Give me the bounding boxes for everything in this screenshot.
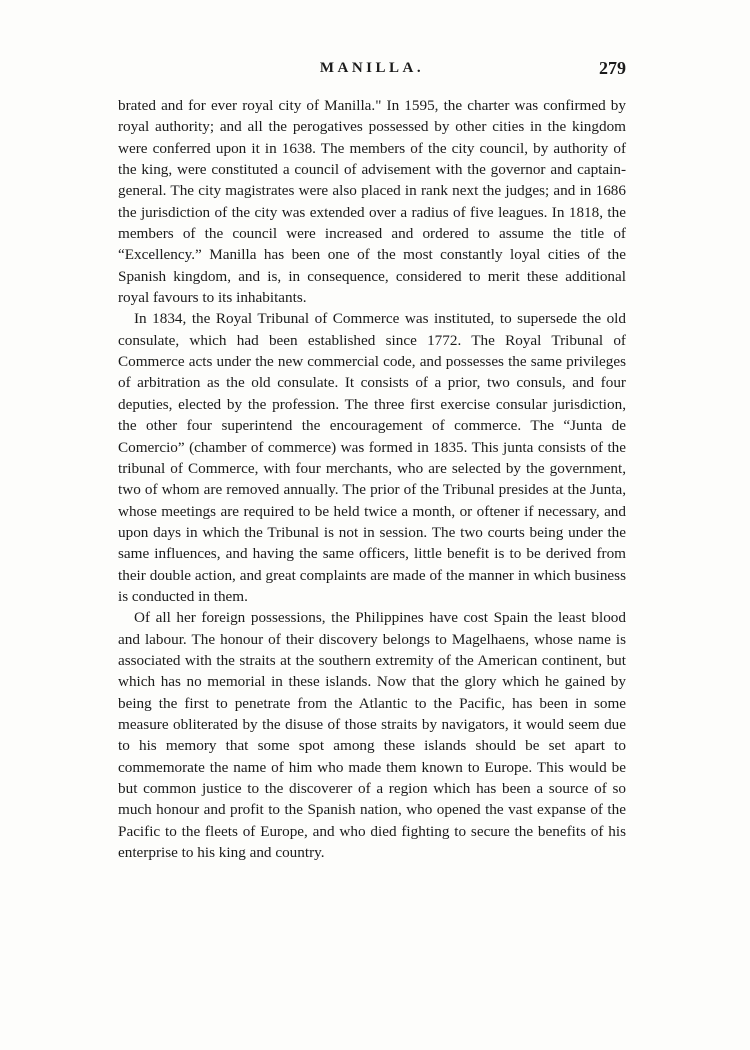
page-number: 279 [599, 58, 626, 78]
body-text [118, 95, 626, 863]
paragraph-continued: brated and for ever royal city of Manilla." In 1595, the charter was confirmed by royal authority; and all the perogatives possessed by other cities in the kingdom were conferred upon it in 1638. The members of the city council, by authority of the king, were constituted a council of advisement with the governor and captain-general. The city magistrates were also placed in rank next the judges; and in 1686 the jurisdiction of the city was extended over a radius of five leagues. In 1818, the members of the council were increased and ordered to assume the title of “Excellency.” Manilla has been one of the most constantly loyal cities of the Spanish kingdom, and is, in consequence, considered to merit these additional royal favours to its inhabitants. [118, 97, 626, 307]
paragraph-tribunal-of-commerce: In 1834, the Royal Tribunal of Commerce was instituted, to supersede the old consulate, which had been established since 1772. The Royal Tribunal of Commerce acts under the new commercial code, and possesses the same privileges of arbitration as the old consulate. It consists of a prior, two consuls, and four deputies, elected by the profession. The three first exercise consular jurisdiction, the other four superintend the encouragement of commerce. The “Junta de Comercio” (chamber of commerce) was formed in 1835. This junta consists of the tribunal of Commerce, with four merchants, who are selected by the government, two of whom are removed annually. The prior of the Tribunal presides at the Junta, whose meetings are required to be held twice a month, or oftener if necessary, and upon days in which the Tribunal is not in session. The two courts being under the same influences, and having the same officers, little benefit is to be derived from their double action, and great complaints are made of the manner in which business is conducted in them. [118, 310, 626, 605]
paragraph-magelhaens: Of all her foreign possessions, the Philippines have cost Spain the least blood and labour. The honour of their discovery belongs to Magelhaens, whose name is associated with the straits at the southern extremity of the American continent, but which has no memorial in these islands. Now that the glory which he gained by being the first to penetrate from the Atlantic to the Pacific, has been in some measure obliterated by the disuse of those straits by navigators, it would seem due to his memory that some spot among these islands should be set apart to commemorate the name of him who made them known to Europe. This would be but common justice to the discoverer of a region which has been a source of so much honour and profit to the Spanish nation, who opened the vast expanse of the Pacific to the fleets of Europe, and who died fighting to secure the benefits of his enterprise to his king and country. [118, 609, 626, 862]
running-title: MANILLA. [319, 60, 425, 76]
running-head [118, 58, 626, 84]
